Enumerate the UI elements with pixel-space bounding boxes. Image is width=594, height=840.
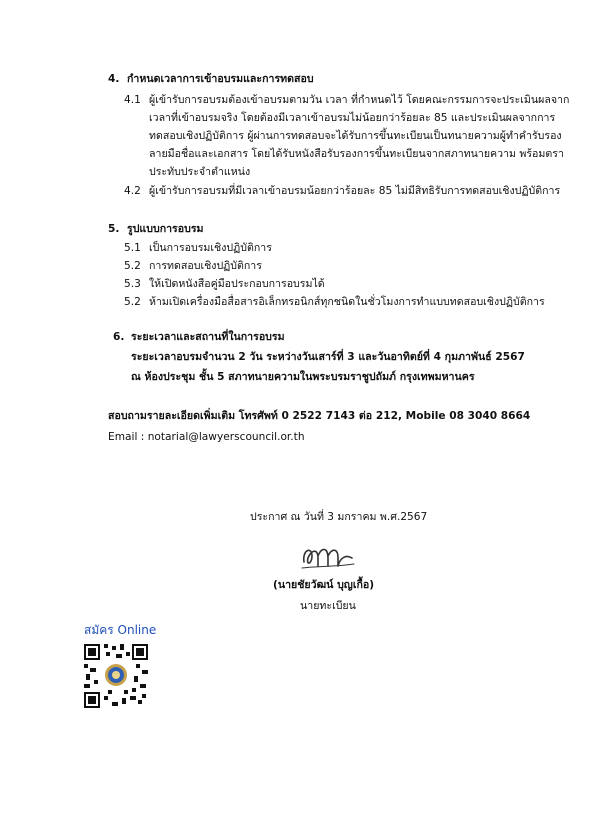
contact-phone: สอบถามรายละเอียดเพิ่มเติม โทรศัพท์ 0 2522 7143 ต่อ 212, Mobile 08 3040 8664 (108, 410, 531, 422)
section-5-title: รูปแบบการอบรม (127, 223, 204, 235)
signer-name: (นายชัยวัฒน์ บุญเกื้อ) (273, 579, 375, 591)
item-5-number: 5.2 (124, 260, 141, 272)
signature-image (298, 540, 358, 574)
item-4-2-text: ผู้เข้ารับการอบรมที่มีเวลาเข้าอบรมน้อยกว่าร้อยละ 85 ไม่มีสิทธิรับการทดสอบเชิงปฏิบัติการ (149, 185, 561, 197)
section-4-number: 4. (108, 73, 120, 85)
section-6-title: ระยะเวลาและสถานที่ในการอบรม (131, 331, 285, 343)
section-6-duration: ระยะเวลาอบรมจำนวน 2 วัน ระหว่างวันเสาร์ที่ 3 และวันอาทิตย์ที่ 4 กุมภาพันธ์ 2567 (131, 351, 525, 363)
item-4-1-line: ทดสอบเชิงปฏิบัติการ ผู้ผ่านการทดสอบจะได้รับการขึ้นทะเบียนเป็นทนายความผู้ทำคำรับรอง (149, 130, 562, 142)
item-5-number: 5.2 (124, 296, 141, 308)
item-5-text: ห้ามเปิดเครื่องมือสื่อสารอิเล็กทรอนิกส์ทุกชนิดในชั่วโมงการทำแบบทดสอบเชิงปฏิบัติการ (149, 296, 545, 308)
item-4-1-line: เวลาที่เข้าอบรมจริง โดยต้องมีเวลาเข้าอบรมไม่น้อยกว่าร้อยละ 85 และประเมินผลจากการ (149, 112, 556, 124)
item-4-1-number: 4.1 (124, 94, 141, 106)
qr-code-icon (84, 644, 148, 708)
item-4-1-line: ประทับประจำตำแหน่ง (149, 166, 251, 178)
section-4-title: กำหนดเวลาการเข้าอบรมและการทดสอบ (127, 73, 314, 85)
item-4-1-line: ลายมือชื่อและเอกสาร โดยได้รับหนังสือรับรองการขึ้นทะเบียนจากสภาทนายความ พร้อมตรา (149, 148, 564, 160)
signer-position: นายทะเบียน (300, 600, 356, 612)
announcement-date: ประกาศ ณ วันที่ 3 มกราคม พ.ศ.2567 (250, 511, 428, 523)
item-5-text: เป็นการอบรมเชิงปฏิบัติการ (149, 242, 272, 254)
section-5-number: 5. (108, 223, 120, 235)
section-6-venue: ณ ห้องประชุม ชั้น 5 สภาทนายความในพระบรมราชูปถัมภ์ กรุงเทพมหานคร (131, 371, 475, 383)
item-4-1-line: ผู้เข้ารับการอบรมต้องเข้าอบรมตามวัน เวลา ที่กำหนดไว้ โดยคณะกรรมการจะประเมินผลจาก (149, 94, 570, 106)
item-4-2-number: 4.2 (124, 185, 141, 197)
section-6-number: 6. (113, 331, 125, 343)
item-5-text: การทดสอบเชิงปฏิบัติการ (149, 260, 262, 272)
register-online-label: สมัคร Online (84, 623, 157, 637)
item-5-number: 5.3 (124, 278, 141, 290)
item-5-text: ให้เปิดหนังสือคู่มือประกอบการอบรมได้ (149, 278, 325, 290)
contact-email: Email : notarial@lawyerscouncil.or.th (108, 431, 305, 443)
item-5-number: 5.1 (124, 242, 141, 254)
qr-code[interactable] (84, 644, 148, 708)
